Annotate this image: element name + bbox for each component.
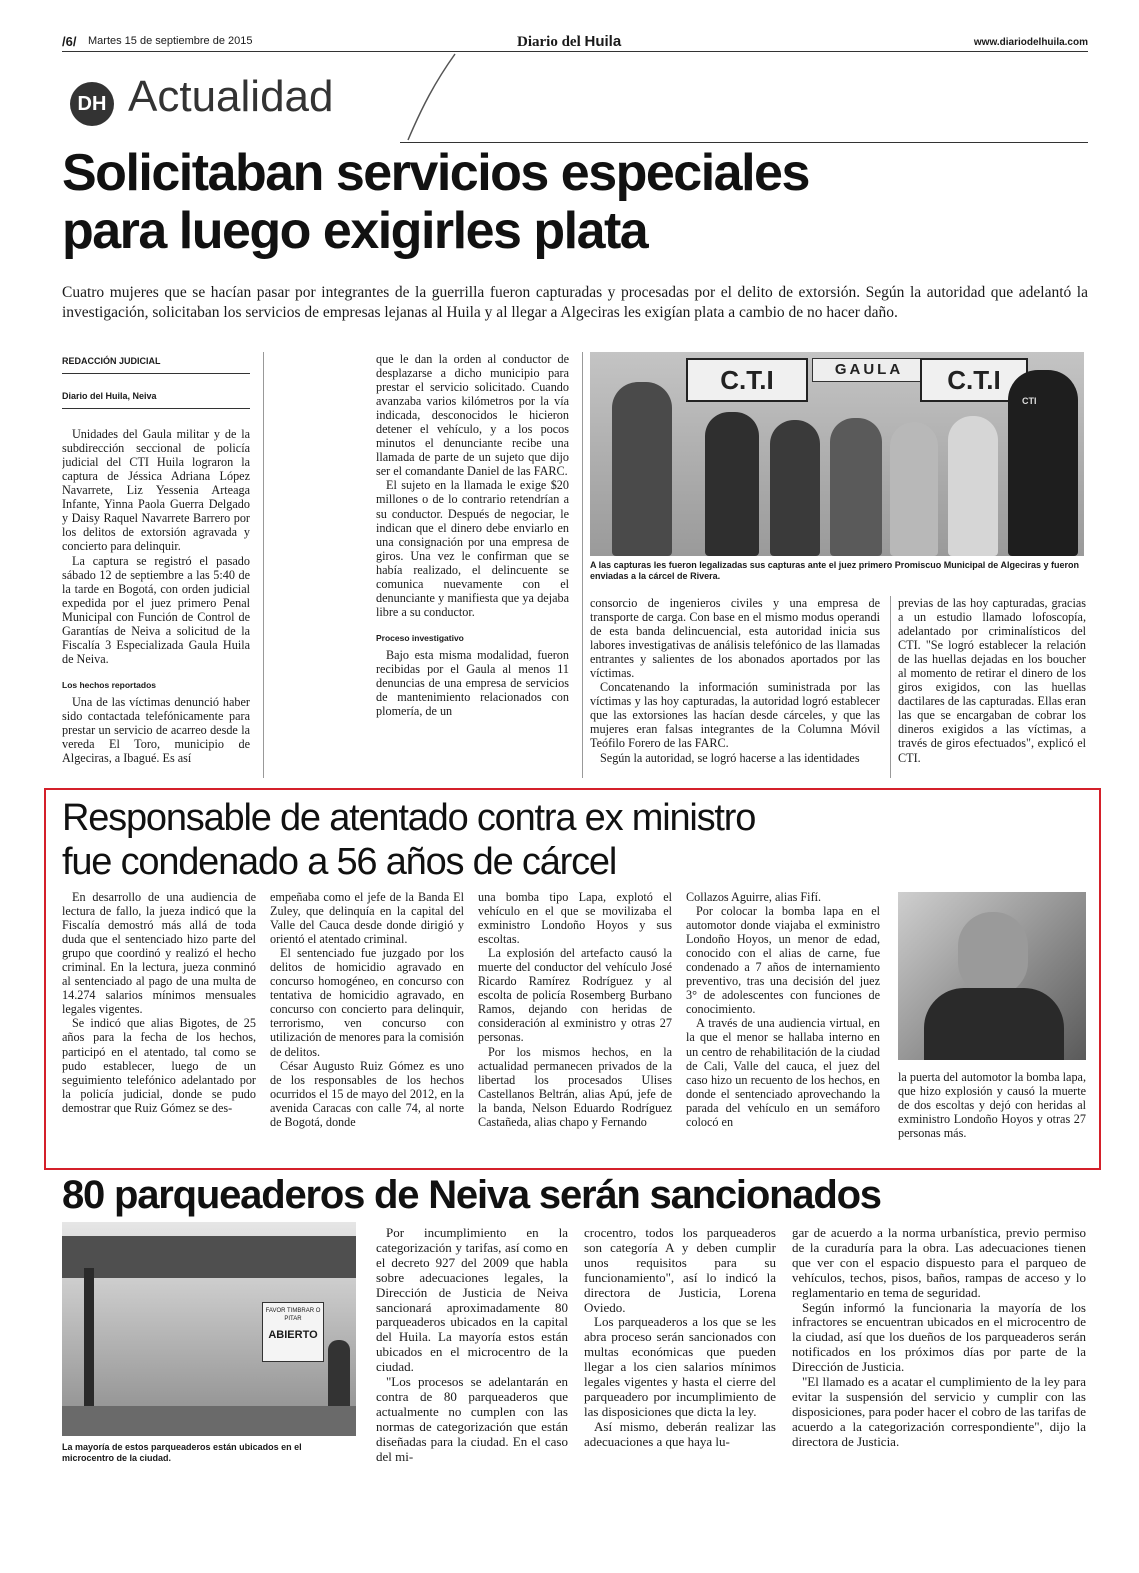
story2-col4 <box>686 890 880 1152</box>
story2-headline <box>62 796 1082 884</box>
story3-col3-p1: gar de acuerdo a la norma urbanística, previo permiso de la curaduría para la obra. Las adecuaciones tienen que ver con el espacio dispuesto para el parqueo de vehículos, techos, pisos, baños, rampas de acceso y lo reglamentario en tema de seguridad. <box>792 1226 1086 1300</box>
masthead-text: Diario del <box>517 34 581 50</box>
story1-col2-p1: que le dan la orden al conductor de desplazarse a dicho municipio para prestar el servicio solicitado. Cuando avanzaba varios kilómetros por la vía indicada, desconocidos le hicieron detener el vehículo, y a los pocos minutos el denunciante recibe una llamada de parte de un sujeto que dijo ser el comandante Daniel de las FARC. <box>376 352 569 479</box>
col-divider <box>263 352 264 778</box>
story1-col1-p3: Una de las víctimas denunció haber sido contactada telefónicamente para prestar un servicio de acarreo desde la vereda El Toro, municipio de Algeciras, a Ibagué. Es así <box>62 694 250 766</box>
story2-col4-p1: Collazos Aguirre, alias Fifí. <box>686 890 822 904</box>
story2-headline-line2: fue condenado a 56 años de cárcel <box>62 841 617 883</box>
gaula-sign: GAULA <box>812 358 926 382</box>
story1-col2-p3: Bajo esta misma modalidad, fueron recibidas por el Gaula al menos 11 denuncias de una empresa de servicios de mantenimiento relacionados con plomería, de un <box>376 647 569 719</box>
ground <box>62 1406 356 1436</box>
story2-col5-p1: la puerta del automotor la bomba lapa, que hizo explosión y causó la muerte de dos escoltas y dejó con heridas al exministro Londoño Hoyos y otras 27 personas más. <box>898 1070 1086 1141</box>
story1-headline-line1: Solicitaban servicios especiales <box>62 144 809 202</box>
page-number-value: 6 <box>65 34 73 49</box>
story1-photo <box>590 352 1084 556</box>
story1-col2 <box>376 352 569 778</box>
story1-col1-p2: La captura se registró el pasado sábado 12 de septiembre a las 5:40 de la tarde en Bogotá, con orden judicial expedida por el juez primero Penal Municipal con Función de Control de Garantías de Neiva a solicitud de la Fiscalía 3 Especializada Gaula Huila de Neiva. <box>62 553 250 666</box>
detainee-figure <box>890 422 938 556</box>
col-divider <box>890 596 891 778</box>
story3-photo <box>62 1222 356 1436</box>
story3-headline: 80 parqueaderos de Neiva serán sancionados <box>62 1173 881 1217</box>
story2-col2-p2: El sentenciado fue juzgado por los delitos de homicidio agravado en concurso homogéneo, en concurso con tentativa de homicidio agravado, en concurso con concierto para delinquir, terrorismo, ven concurso con utilización de menores para la comisión de delitos. <box>270 946 464 1059</box>
parking-sign <box>262 1302 324 1362</box>
decorative-swoosh <box>400 52 460 142</box>
officer-figure <box>1008 370 1078 556</box>
story1-col4 <box>898 596 1086 778</box>
story1-col1 <box>62 352 250 778</box>
story1-col3 <box>590 596 880 778</box>
story1-col3-p3: Según la autoridad, se logró hacerse a las identidades <box>600 750 860 765</box>
dh-logo <box>70 82 114 126</box>
story3-photo-caption: La mayoría de estos parqueaderos están ubicados en el microcentro de la ciudad. <box>62 1442 302 1463</box>
story1-col4-p1: previas de las hoy capturadas, gracias a un estudio llamado lofoscopía, adelantado por criminalísticos del CTI. "Se logró establecer la relación de las huellas dejadas en los boucher al momento de retirar el dinero de los giros exigidos, con las huellas dactilares de las capturadas. Ellas eran las que se encargaban de cobrar los dineros exigidos a las víctimas, a través de giros efectuados", explicó el CTI. <box>898 596 1086 765</box>
story2-col1-p2: Se indicó que alias Bigotes, de 25 años para la fecha de los hechos, participó en el atentado, tal como se pudo establecer, luego de un seguimiento telefónico adelantado por la policía judicial, donde se pudo demostrar que Ruiz Gómez se des- <box>62 1016 256 1115</box>
story2-col4-p2: Por colocar la bomba lapa en el automotor donde viajaba el exministro Londoño Hoyos, un menor de edad, conocido con el alias de carne, fue condenado a 7 años de internamiento preventivo, tras una decisión del juez 3° de adolescentes con funciones de conocimiento. <box>686 904 880 1017</box>
story2-col5 <box>898 1070 1086 1152</box>
story1-col3-p1: consorcio de ingenieros civiles y una empresa de transporte de carga. Con base en el mismo modus operandi de esta banda delincuencial, esta autoridad inicia sus labores investigativas de análisis telefónico de las llamadas entrantes y salientes de los abonados aportados por las víctimas. <box>590 596 880 681</box>
header-rule <box>62 51 1088 52</box>
story1-source: Diario del Huila, Neiva <box>62 374 250 409</box>
detainee-figure <box>830 418 882 556</box>
story1-lead: Cuatro mujeres que se hacían pasar por integrantes de la guerrilla fueron capturadas y procesadas por el delito de extorsión. Según la autoridad que adelantó la investigación, solicitaban los servicios de empresas lejanas al Huila y al llegar a Algeciras les exigían plata a cambio de no hacer daño. <box>62 284 1088 321</box>
detainee-figure <box>948 416 998 556</box>
story2-col3 <box>478 890 672 1152</box>
story1-col2-p2: El sujeto en la llamada le exige $20 millones o de lo contrario retendrían a su conductor. Después de negociar, le indican que el dinero debe enviarlo en una consignación por una empresa de giros. Una vez le confirman que se había realizado, el delincuente se comunica nuevamente con el denunciante y manifiesta que ya dejaba libre a su conductor. <box>376 478 569 619</box>
story2-col4-p3: A través de una audiencia virtual, en la que el menor se hallaba interno en un centro de rehabilitación de la ciudad de Cali, Valle del cauca, el juez del caso hizo un recuento de los hechos, en donde el sentenciado aprovechando la parada del vehículo en un semáforo colocó en <box>686 1016 880 1129</box>
story2-col2-p3: César Augusto Ruiz Gómez es uno de los responsables de los hechos ocurridos el 15 de mayo del 2012, en la avenida Caracas con calle 74, al norte de Bogotá, donde <box>270 1058 464 1129</box>
cti-vest-label: CTI <box>1022 396 1037 406</box>
story3-col3-p2: Según informó la funcionaria la mayoría de los infractores se encuentran ubicados en el microcentro de la ciudad, así que los dueños de los parqueaderos serán notificados en los próximos días por parte de la Dirección de Justicia. <box>792 1299 1086 1375</box>
parking-sign-big: ABIERTO <box>268 1329 318 1341</box>
roof-canopy <box>62 1236 356 1278</box>
story1-byline: REDACCIÓN JUDICIAL <box>62 352 250 374</box>
cti-sign-left: C.T.I <box>686 358 808 402</box>
story1-col3-p2: Concatenando la información suministrada por las víctimas y las hoy capturadas, la autoridad logró establecer que las extorsiones las hacían desde cárceles, y que las mujeres eran falsas integrantes de la Columna Móvil Teófilo Forero de las FARC. <box>590 680 880 751</box>
masthead <box>517 33 621 51</box>
story1-col1-p1: Unidades del Gaula militar y de la subdirección seccional de policía judicial del CTI Huila lograron la captura de Jéssica Adriana López Navarrete, Liz Yessenia Arteaga Infante, Yinna Paola Guerra Delgado y Daisy Raquel Navarrete Barrero por los delitos de extorsión agravada y concierto para delinquir. <box>62 427 250 554</box>
story2-col2 <box>270 890 464 1152</box>
story3-col2-p3: Así mismo, deberán realizar las adecuaciones a que haya lu- <box>584 1418 776 1449</box>
page-header <box>62 34 1088 52</box>
detainee-figure <box>770 420 820 556</box>
story2-col3-p3: Por los mismos hechos, en la actualidad permanecen privados de la libertad los procesados Ulises Castellanos Beltrán, alias Apú, jefe de la banda, Nelson Eduardo Rodríguez Castañeda, alias chapo y Fernando <box>478 1044 672 1129</box>
story1-subhead-2: Proceso investigativo <box>376 632 464 643</box>
section-title: Actualidad <box>128 72 334 121</box>
story2-col1-p1: En desarrollo de una audiencia de lectura de fallo, la jueza indicó que la Fiscalía demostró más allá de toda duda que el sentenciado hizo parte del grupo que coordinó y realizó el hecho criminal. En la lectura, jueza conminó al sentenciado al pago de una multa de 14.274 salarios mínimos mensuales legales vigentes. <box>62 890 256 1017</box>
page-date: Martes 15 de septiembre de 2015 <box>88 35 253 47</box>
site-url: www.diariodelhuila.com <box>973 37 1088 48</box>
story3-col1 <box>376 1226 568 1466</box>
story3-col2-p1: crocentro, todos los parqueaderos son categoría A y deben cumplir unos requisitos para su funcionamiento", así lo indicó la directora de Justicia, Lorena Oviedo. <box>584 1226 776 1315</box>
story1-photo-caption: A las capturas les fueron legalizadas sus capturas ante el juez primero Promiscuo Municipal de Algeciras y fueron enviadas a la cárcel de Rivera. <box>590 560 1079 581</box>
story3-col3-p3: "El llamado es a acatar el cumplimiento de la ley para evitar la suspensión del servicio y cumplir con las disposiciones, para poder hacer el cobro de las tarifas de acuerdo a la categorización correspondiente", dijo la directora de Justicia. <box>792 1374 1086 1449</box>
story3-col2 <box>584 1226 776 1466</box>
person-body <box>924 988 1064 1060</box>
story1-headline <box>62 144 1092 260</box>
section-banner <box>70 74 1088 146</box>
story2-photo <box>898 892 1086 1060</box>
story2-headline-line1: Responsable de atentado contra ex ministro <box>62 797 756 839</box>
story3-col1-p2: "Los procesos se adelantarán en contra de 80 parqueaderos que actualmente no cumplen con las normas de categorización que están diseñadas para la ciudad. En el caso del mi- <box>376 1374 568 1464</box>
cti-sign-right: C.T.I <box>920 358 1028 402</box>
col-divider <box>582 352 583 778</box>
story3-col3 <box>792 1226 1086 1466</box>
story2-col2-p1: empeñaba como el jefe de la Banda El Zuley, que delinquía en la capital del Valle del Cauca desde donde dirigió y orientó el atentado criminal. <box>270 890 464 947</box>
dh-logo-text: DH <box>77 93 107 115</box>
section-rule <box>400 142 1088 143</box>
story3-col2-p2: Los parqueaderos a los que se les abra proceso serán sancionados con multas económicas que pueden llegar a los cien salarios mínimos legales vigentes y hasta el cierre del parqueadero por incumplimiento de las disposiciones que dicta la ley. <box>584 1314 776 1419</box>
person-head <box>958 912 1028 996</box>
story2-col3-p1: una bomba tipo Lapa, explotó el vehículo en el que se movilizaba el exministro Londoño Hoyos y sus escoltas. <box>478 890 672 947</box>
story1-headline-line2: para luego exigirles plata <box>62 202 648 260</box>
story1-subhead-1: Los hechos reportados <box>62 679 156 690</box>
story3-col1-p1: Por incumplimiento en la categorización y tarifas, así como en el decreto 927 del 2009 que habla sobre adecuaciones legales, la Dirección de Justicia de Neiva sancionará aproximadamente 80 parqueaderos ubicados en la capital del Huila. La mayoría estos están ubicados en el microcentro de la ciudad. <box>376 1226 568 1375</box>
soldier-figure <box>612 382 672 556</box>
detainee-figure <box>705 412 759 556</box>
story2-col1 <box>62 890 256 1152</box>
page-number: /6/ <box>62 34 77 49</box>
masthead-bold: Huila <box>584 33 622 50</box>
parking-sign-small: FAVOR TIMBRAR O PITAR <box>265 1308 321 1322</box>
story2-col3-p2: La explosión del artefacto causó la muerte del conductor del vehículo José Ricardo Ramírez Rodríguez y al escolta de policía Rosemberg Burbano Ramos, dejando con heridas de consideración al exministro y otras 27 personas. <box>478 946 672 1045</box>
